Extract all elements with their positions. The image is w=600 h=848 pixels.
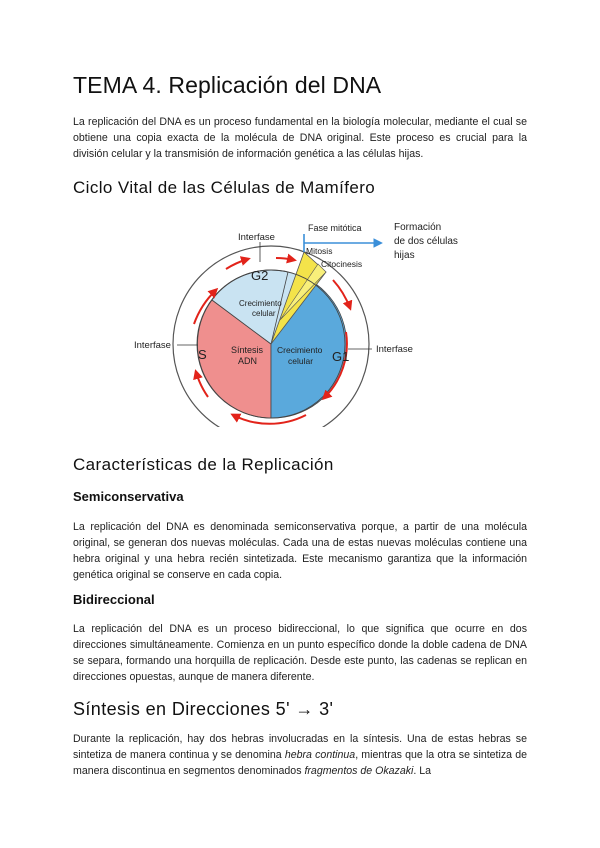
label-g1: G1 [332,349,350,364]
label-crecimiento-right-1: Crecimiento [277,345,323,355]
label-mitosis: Mitosis [306,246,333,256]
label-citocinesis: Citocinesis [321,259,363,269]
label-formacion-2: de dos células [394,236,458,247]
label-sintesis-1: Síntesis [231,345,264,355]
intro-paragraph: La replicación del DNA es un proceso fundamental en la biología molecular, mediante el cual se obtiene una copia exacta de la molécula de DNA original. Este proceso es crucial para la división celular y la transmisión de información genética a las células hijas. [73,116,527,160]
label-formacion-3: hijas [394,250,415,261]
paragraph-semiconservativa: La replicación del DNA es denominada semiconservativa porque, a partir de una molécula original, se generan dos nuevas moléculas. Cada una de estas nuevas moléculas contiene una hebra original y una hebra recién sintetizada. Este mecanismo garantiza que la información genética original se conserve en cada copia. [73,521,527,581]
label-fase-mitotica: Fase mitótica [308,223,362,233]
paragraph-sintesis [73,731,527,779]
sintesis-text-c: . La [413,765,432,777]
label-sintesis-2: ADN [238,356,258,366]
paragraph-bidireccional: La replicación del DNA es un proceso bidireccional, lo que significa que ocurre en dos direcciones simultáneamente. Comienza en un punto específico donde la doble cadena de DNA se separa, formando una horquilla de replicación. Desde este punto, las cadenas se replican en direcciones opuestas, aunque de manera diferente. [73,623,527,683]
label-crecimiento-top-2: celular [252,309,276,318]
section-heading-ciclo-vital: Ciclo Vital de las Células de Mamífero [73,178,376,197]
page-title: TEMA 4. Replicación del DNA [73,72,382,98]
subheading-bidireccional: Bidireccional [73,592,155,607]
subheading-semiconservativa: Semiconservativa [73,489,184,504]
label-crecimiento-top-1: Crecimiento [239,299,282,308]
section-heading-caracteristicas: Características de la Replicación [73,455,334,474]
label-g2: G2 [251,268,269,283]
label-interfase-right: Interfase [376,344,413,355]
label-interfase-top: Interfase [238,232,275,243]
cell-cycle-svg [128,212,468,427]
term-fragmentos-okazaki: fragmentos de Okazaki [304,765,414,777]
sintesis-text-b: , mientras que la otra se sintetiza de manera discontinua en segmentos denominados [73,749,527,777]
term-hebra-continua: hebra continua [284,749,356,761]
section-heading-sintesis: Síntesis en Direcciones 5' → 3' [73,699,334,719]
label-interfase-left: Interfase [134,340,171,351]
cell-cycle-diagram [128,212,468,432]
label-formacion-1: Formación [394,222,442,233]
label-s: S [198,347,207,362]
label-crecimiento-right-2: celular [288,356,314,366]
sintesis-text-a: Durante la replicación, hay dos hebras involucradas en la síntesis. Una de estas hebras se sintetiza de manera continua y se denomina [73,733,527,761]
